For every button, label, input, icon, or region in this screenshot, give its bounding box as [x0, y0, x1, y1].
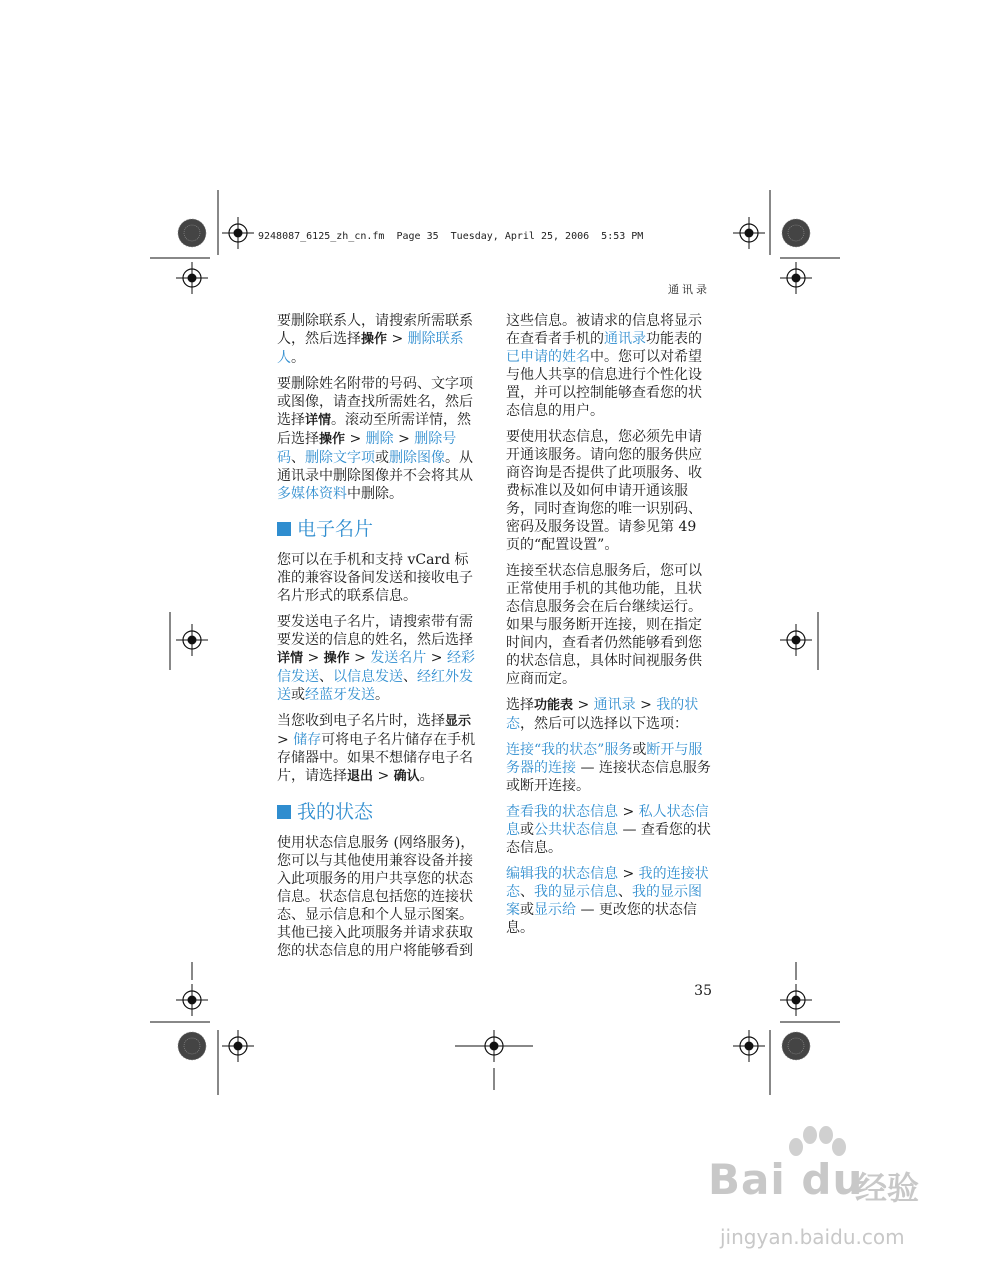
option-item: 连接“我的状态”服务或断开与服务器的连接 — 连接状态信息服务或断开连接。 — [506, 742, 711, 794]
page-number: 35 — [694, 983, 712, 999]
paragraph: 要使用状态信息，您必须先申请开通该服务。请向您的服务供应商咨询是否提供了此项服务、收费标准以及如何申请开通该服务，同时查询您的唯一识别码、密码及服务设置。请参见第 49 页的“配置设置”。 — [506, 429, 702, 553]
file-stamp: 9248087_6125_zh_cn.fm Page 35 Tuesday, April 25, 2006 5:53 PM — [258, 231, 644, 242]
square-bullet-icon — [277, 805, 291, 819]
paragraph: 要删除联系人，请搜索所需联系人，然后选择操作 > 删除联系人。 — [277, 313, 473, 366]
watermark-url: jingyan.baidu.com — [720, 1225, 905, 1249]
left-column — [277, 312, 482, 968]
square-bullet-icon — [277, 522, 291, 536]
watermark-logo: Bai du — [708, 1155, 864, 1204]
watermark-title: 经验 — [855, 1169, 920, 1207]
paragraph: 要删除姓名附带的号码、文字项或图像，请查找所需姓名，然后选择详情。滚动至所需详情，然后选择操作 > 删除 > 删除号码、删除文字项或删除图像。从通讯录中删除图像并不会将其从多媒体资料中删除。 — [277, 376, 473, 502]
paragraph: 当您收到电子名片时，选择显示 > 储存可将电子名片储存在手机存储器中。如果不想储存电子名片，请选择退出 > 确认。 — [277, 713, 476, 784]
baidu-watermark — [700, 1125, 940, 1260]
section-heading: 我的状态 — [277, 800, 482, 824]
option-item: 查看我的状态信息 > 私人状态信息或公共状态信息 — 查看您的状态信息。 — [506, 804, 711, 856]
paragraph: 要发送电子名片，请搜索带有需要发送的信息的姓名，然后选择详情 > 操作 > 发送名片 > 经彩信发送、以信息发送、经红外发送或经蓝牙发送。 — [277, 614, 475, 703]
paragraph: 这些信息。被请求的信息将显示在查看者手机的通讯录功能表的已申请的姓名中。您可以对希望与他人共享的信息进行个性化设置，并可以控制能够查看您的状态信息的用户。 — [506, 313, 702, 419]
section-heading: 电子名片 — [277, 517, 482, 541]
paragraph: 您可以在手机和支持 vCard 标准的兼容设备间发送和接收电子名片形式的联系信息。 — [277, 552, 473, 604]
paragraph: 使用状态信息服务 (网络服务)，您可以与其他使用兼容设备并接入此项服务的用户共享您的状态信息。状态信息包括您的连接状态、显示信息和个人显示图案。其他已接入此项服务并请求获取您的状态信息的用户将能够看到 — [277, 835, 475, 959]
option-item: 编辑我的状态信息 > 我的连接状态、我的显示信息、我的显示图案或显示给 — 更改您的状态信息。 — [506, 866, 709, 936]
running-head: 通讯录 — [668, 283, 710, 296]
paragraph: 连接至状态信息服务后，您可以正常使用手机的其他功能，且状态信息服务会在后台继续运行。如果与服务断开连接，则在指定时间内，查看者仍然能够看到您的状态信息，具体时间视服务供应商而定。 — [506, 563, 702, 687]
paragraph: 选择功能表 > 通讯录 > 我的状态，然后可以选择以下选项： — [506, 697, 699, 732]
right-column — [506, 312, 711, 945]
